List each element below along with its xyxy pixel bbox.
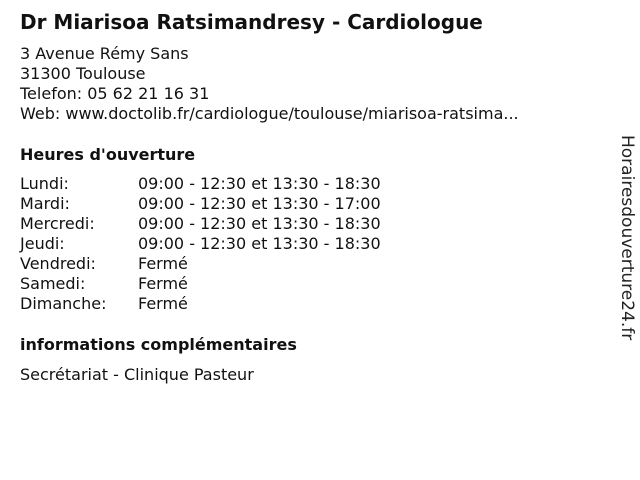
opening-hours-table bbox=[20, 174, 381, 314]
hours-value: Fermé bbox=[138, 274, 188, 293]
hours-value: 09:00 - 12:30 et 13:30 - 17:00 bbox=[138, 194, 381, 213]
day-label: Lundi: bbox=[20, 174, 69, 193]
additional-info-heading: informations complémentaires bbox=[20, 335, 297, 354]
day-label: Samedi: bbox=[20, 274, 86, 293]
hours-value: 09:00 - 12:30 et 13:30 - 18:30 bbox=[138, 214, 381, 233]
hours-row-saturday bbox=[20, 274, 381, 294]
hours-value: 09:00 - 12:30 et 13:30 - 18:30 bbox=[138, 174, 381, 193]
opening-hours-heading: Heures d'ouverture bbox=[20, 145, 196, 164]
hours-row-tuesday bbox=[20, 194, 381, 214]
hours-row-thursday bbox=[20, 234, 381, 254]
site-watermark: Horairesdouverture24.fr bbox=[617, 135, 637, 341]
page-title: Dr Miarisoa Ratsimandresy - Cardiologue bbox=[20, 10, 483, 34]
hours-row-monday bbox=[20, 174, 381, 194]
hours-value: 09:00 - 12:30 et 13:30 - 18:30 bbox=[138, 234, 381, 253]
hours-row-friday bbox=[20, 254, 381, 274]
day-label: Jeudi: bbox=[20, 234, 65, 253]
phone-number[interactable]: Telefon: 05 62 21 16 31 bbox=[20, 84, 210, 103]
day-label: Vendredi: bbox=[20, 254, 96, 273]
hours-value: Fermé bbox=[138, 294, 188, 313]
postal-city: 31300 Toulouse bbox=[20, 64, 146, 83]
contact-block bbox=[20, 44, 519, 124]
additional-info-text: Secrétariat - Clinique Pasteur bbox=[20, 365, 254, 384]
website-link[interactable]: Web: www.doctolib.fr/cardiologue/toulouse/miarisoa-ratsima... bbox=[20, 104, 519, 123]
hours-row-sunday bbox=[20, 294, 381, 314]
hours-row-wednesday bbox=[20, 214, 381, 234]
day-label: Mardi: bbox=[20, 194, 70, 213]
hours-value: Fermé bbox=[138, 254, 188, 273]
street-address: 3 Avenue Rémy Sans bbox=[20, 44, 189, 63]
day-label: Mercredi: bbox=[20, 214, 95, 233]
day-label: Dimanche: bbox=[20, 294, 107, 313]
